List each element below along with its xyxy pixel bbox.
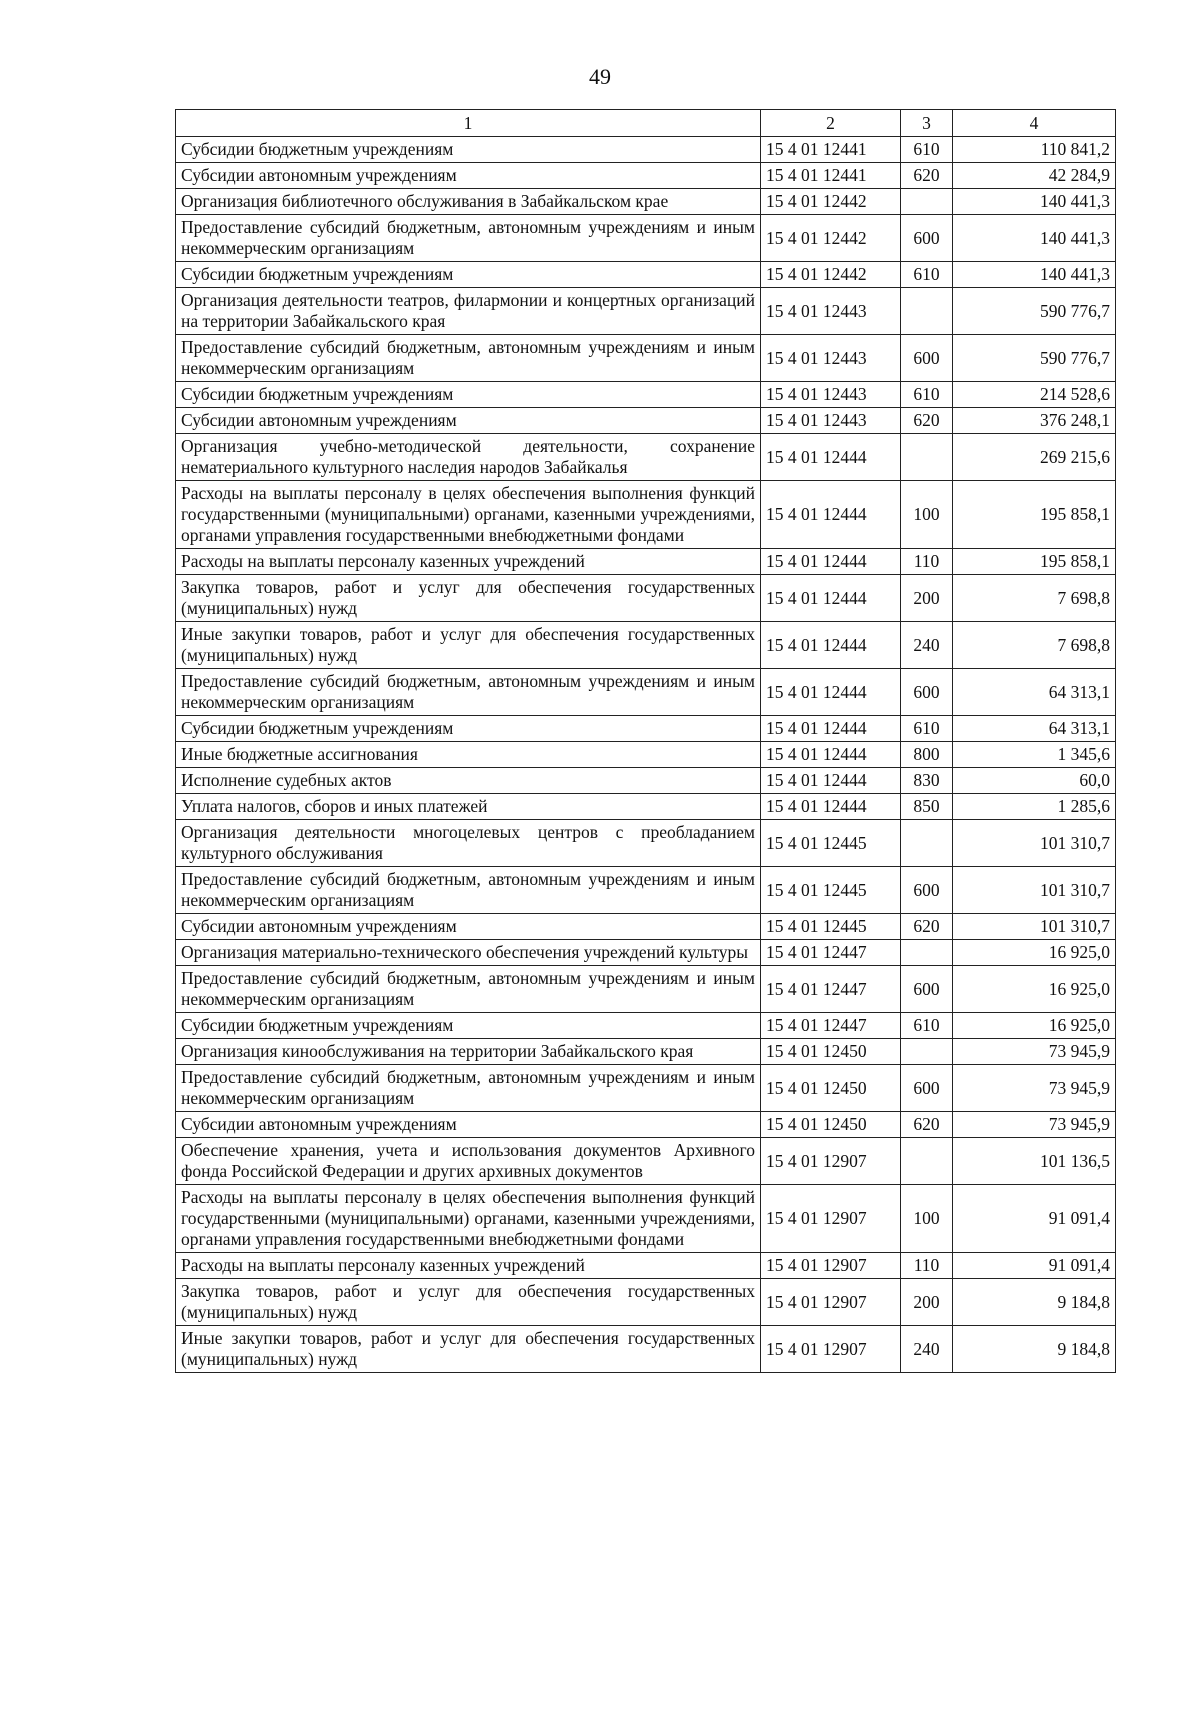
row-name-cell: Субсидии бюджетным учреждениям — [176, 716, 761, 742]
row-amount-cell: 42 284,9 — [953, 163, 1116, 189]
table-body — [176, 110, 1116, 1373]
row-name-cell: Организация материально-технического обеспечения учреждений культуры — [176, 940, 761, 966]
row-type-cell: 610 — [901, 262, 953, 288]
table-row — [176, 914, 1116, 940]
row-code-cell: 15 4 01 12441 — [761, 163, 901, 189]
row-code-cell: 15 4 01 12445 — [761, 820, 901, 867]
row-name-cell: Организация деятельности театров, филармонии и концертных организаций на территории Забайкальского края — [176, 288, 761, 335]
table-row — [176, 966, 1116, 1013]
table-row — [176, 382, 1116, 408]
row-amount-cell: 214 528,6 — [953, 382, 1116, 408]
row-name-cell: Субсидии бюджетным учреждениям — [176, 137, 761, 163]
row-name-cell: Закупка товаров, работ и услуг для обеспечения государственных (муниципальных) нужд — [176, 575, 761, 622]
row-amount-cell: 590 776,7 — [953, 288, 1116, 335]
row-amount-cell: 140 441,3 — [953, 189, 1116, 215]
header-cell-3: 3 — [901, 110, 953, 137]
row-type-cell: 110 — [901, 549, 953, 575]
row-amount-cell: 101 310,7 — [953, 820, 1116, 867]
row-code-cell: 15 4 01 12444 — [761, 481, 901, 549]
row-type-cell: 600 — [901, 215, 953, 262]
table-row — [176, 940, 1116, 966]
row-name-cell: Субсидии бюджетным учреждениям — [176, 262, 761, 288]
row-code-cell: 15 4 01 12907 — [761, 1185, 901, 1253]
row-type-cell: 600 — [901, 966, 953, 1013]
header-cell-4: 4 — [953, 110, 1116, 137]
row-code-cell: 15 4 01 12444 — [761, 716, 901, 742]
table-row — [176, 1112, 1116, 1138]
budget-table — [175, 109, 1116, 1373]
row-type-cell: 600 — [901, 1065, 953, 1112]
row-type-cell — [901, 940, 953, 966]
row-code-cell: 15 4 01 12907 — [761, 1279, 901, 1326]
row-name-cell: Субсидии автономным учреждениям — [176, 914, 761, 940]
table-row — [176, 716, 1116, 742]
row-code-cell: 15 4 01 12443 — [761, 288, 901, 335]
header-cell-1: 1 — [176, 110, 761, 137]
row-code-cell: 15 4 01 12444 — [761, 622, 901, 669]
table-row — [176, 549, 1116, 575]
row-code-cell: 15 4 01 12907 — [761, 1138, 901, 1185]
table-row — [176, 163, 1116, 189]
row-name-cell: Иные закупки товаров, работ и услуг для обеспечения государственных (муниципальных) нужд — [176, 1326, 761, 1373]
table-row — [176, 408, 1116, 434]
row-amount-cell: 101 310,7 — [953, 914, 1116, 940]
row-amount-cell: 269 215,6 — [953, 434, 1116, 481]
row-name-cell: Предоставление субсидий бюджетным, автономным учреждениям и иным некоммерческим организациям — [176, 215, 761, 262]
page-number: 49 — [589, 64, 611, 89]
row-type-cell: 620 — [901, 1112, 953, 1138]
row-code-cell: 15 4 01 12443 — [761, 408, 901, 434]
row-code-cell: 15 4 01 12447 — [761, 1013, 901, 1039]
row-amount-cell: 101 136,5 — [953, 1138, 1116, 1185]
row-amount-cell: 91 091,4 — [953, 1253, 1116, 1279]
table-row — [176, 867, 1116, 914]
table-row — [176, 1039, 1116, 1065]
row-name-cell: Организация библиотечного обслуживания в Забайкальском крае — [176, 189, 761, 215]
row-amount-cell: 16 925,0 — [953, 966, 1116, 1013]
row-type-cell: 100 — [901, 481, 953, 549]
table-row — [176, 189, 1116, 215]
row-code-cell: 15 4 01 12444 — [761, 768, 901, 794]
row-code-cell: 15 4 01 12443 — [761, 382, 901, 408]
row-name-cell: Организация деятельности многоцелевых центров с преобладанием культурного обслуживания — [176, 820, 761, 867]
row-type-cell: 200 — [901, 1279, 953, 1326]
table-row — [176, 1185, 1116, 1253]
row-amount-cell: 73 945,9 — [953, 1065, 1116, 1112]
row-type-cell — [901, 1039, 953, 1065]
row-amount-cell: 73 945,9 — [953, 1112, 1116, 1138]
row-code-cell: 15 4 01 12907 — [761, 1326, 901, 1373]
table-row — [176, 794, 1116, 820]
table-row — [176, 669, 1116, 716]
row-name-cell: Предоставление субсидий бюджетным, автономным учреждениям и иным некоммерческим организациям — [176, 1065, 761, 1112]
row-amount-cell: 1 345,6 — [953, 742, 1116, 768]
row-type-cell: 240 — [901, 1326, 953, 1373]
row-type-cell: 610 — [901, 716, 953, 742]
row-amount-cell: 140 441,3 — [953, 215, 1116, 262]
table-row — [176, 820, 1116, 867]
row-code-cell: 15 4 01 12444 — [761, 794, 901, 820]
row-name-cell: Иные бюджетные ассигнования — [176, 742, 761, 768]
row-amount-cell: 590 776,7 — [953, 335, 1116, 382]
row-name-cell: Расходы на выплаты персоналу казенных учреждений — [176, 549, 761, 575]
table-row — [176, 575, 1116, 622]
row-code-cell: 15 4 01 12450 — [761, 1112, 901, 1138]
row-code-cell: 15 4 01 12444 — [761, 669, 901, 716]
row-amount-cell: 64 313,1 — [953, 716, 1116, 742]
row-amount-cell: 101 310,7 — [953, 867, 1116, 914]
row-code-cell: 15 4 01 12441 — [761, 137, 901, 163]
row-code-cell: 15 4 01 12442 — [761, 262, 901, 288]
row-type-cell — [901, 1138, 953, 1185]
row-amount-cell: 9 184,8 — [953, 1279, 1116, 1326]
row-type-cell: 240 — [901, 622, 953, 669]
row-code-cell: 15 4 01 12444 — [761, 575, 901, 622]
row-type-cell: 800 — [901, 742, 953, 768]
row-code-cell: 15 4 01 12442 — [761, 189, 901, 215]
row-type-cell: 830 — [901, 768, 953, 794]
row-amount-cell: 7 698,8 — [953, 575, 1116, 622]
table-row — [176, 1326, 1116, 1373]
row-name-cell: Субсидии автономным учреждениям — [176, 408, 761, 434]
row-amount-cell: 91 091,4 — [953, 1185, 1116, 1253]
row-code-cell: 15 4 01 12907 — [761, 1253, 901, 1279]
row-amount-cell: 16 925,0 — [953, 940, 1116, 966]
row-name-cell: Предоставление субсидий бюджетным, автономным учреждениям и иным некоммерческим организациям — [176, 669, 761, 716]
row-amount-cell: 9 184,8 — [953, 1326, 1116, 1373]
row-name-cell: Предоставление субсидий бюджетным, автономным учреждениям и иным некоммерческим организациям — [176, 966, 761, 1013]
table-row — [176, 262, 1116, 288]
table-row — [176, 288, 1116, 335]
row-type-cell: 610 — [901, 1013, 953, 1039]
row-code-cell: 15 4 01 12447 — [761, 966, 901, 1013]
row-code-cell: 15 4 01 12442 — [761, 215, 901, 262]
row-name-cell: Субсидии бюджетным учреждениям — [176, 1013, 761, 1039]
table-row — [176, 1065, 1116, 1112]
row-code-cell: 15 4 01 12450 — [761, 1065, 901, 1112]
row-amount-cell: 195 858,1 — [953, 481, 1116, 549]
table-row — [176, 215, 1116, 262]
row-type-cell: 850 — [901, 794, 953, 820]
row-amount-cell: 16 925,0 — [953, 1013, 1116, 1039]
row-code-cell: 15 4 01 12443 — [761, 335, 901, 382]
row-code-cell: 15 4 01 12450 — [761, 1039, 901, 1065]
table-row — [176, 622, 1116, 669]
row-name-cell: Расходы на выплаты персоналу казенных учреждений — [176, 1253, 761, 1279]
row-amount-cell: 64 313,1 — [953, 669, 1116, 716]
table-row — [176, 1253, 1116, 1279]
row-type-cell: 600 — [901, 867, 953, 914]
row-code-cell: 15 4 01 12444 — [761, 434, 901, 481]
row-amount-cell: 60,0 — [953, 768, 1116, 794]
row-type-cell — [901, 189, 953, 215]
row-name-cell: Предоставление субсидий бюджетным, автономным учреждениям и иным некоммерческим организациям — [176, 335, 761, 382]
row-name-cell: Закупка товаров, работ и услуг для обеспечения государственных (муниципальных) нужд — [176, 1279, 761, 1326]
table-row — [176, 137, 1116, 163]
row-name-cell: Субсидии автономным учреждениям — [176, 163, 761, 189]
row-type-cell: 620 — [901, 914, 953, 940]
row-type-cell — [901, 434, 953, 481]
row-type-cell: 620 — [901, 163, 953, 189]
row-type-cell: 200 — [901, 575, 953, 622]
row-amount-cell: 7 698,8 — [953, 622, 1116, 669]
row-amount-cell: 140 441,3 — [953, 262, 1116, 288]
row-type-cell: 110 — [901, 1253, 953, 1279]
row-type-cell: 100 — [901, 1185, 953, 1253]
row-type-cell: 620 — [901, 408, 953, 434]
table-row — [176, 335, 1116, 382]
row-code-cell: 15 4 01 12445 — [761, 867, 901, 914]
table-row — [176, 1279, 1116, 1326]
table-row — [176, 768, 1116, 794]
row-type-cell — [901, 820, 953, 867]
row-name-cell: Иные закупки товаров, работ и услуг для обеспечения государственных (муниципальных) нужд — [176, 622, 761, 669]
table-row — [176, 742, 1116, 768]
row-name-cell: Расходы на выплаты персоналу в целях обеспечения выполнения функций государственными (муниципальными) органами, казенными учреждениями, органами управления государственными внебюджетными фондами — [176, 481, 761, 549]
row-amount-cell: 1 285,6 — [953, 794, 1116, 820]
row-amount-cell: 195 858,1 — [953, 549, 1116, 575]
table-row — [176, 1013, 1116, 1039]
row-code-cell: 15 4 01 12445 — [761, 914, 901, 940]
row-name-cell: Обеспечение хранения, учета и использования документов Архивного фонда Российской Федерации и других архивных документов — [176, 1138, 761, 1185]
table-row — [176, 434, 1116, 481]
row-name-cell: Организация учебно-методической деятельности, сохранение нематериального культурного наследия народов Забайкалья — [176, 434, 761, 481]
row-name-cell: Уплата налогов, сборов и иных платежей — [176, 794, 761, 820]
table-header-row — [176, 110, 1116, 137]
row-amount-cell: 73 945,9 — [953, 1039, 1116, 1065]
row-type-cell: 610 — [901, 137, 953, 163]
row-code-cell: 15 4 01 12444 — [761, 549, 901, 575]
row-name-cell: Предоставление субсидий бюджетным, автономным учреждениям и иным некоммерческим организациям — [176, 867, 761, 914]
table-row — [176, 481, 1116, 549]
row-type-cell: 600 — [901, 335, 953, 382]
row-name-cell: Расходы на выплаты персоналу в целях обеспечения выполнения функций государственными (муниципальными) органами, казенными учреждениями, органами управления государственными внебюджетными фондами — [176, 1185, 761, 1253]
row-name-cell: Субсидии бюджетным учреждениям — [176, 382, 761, 408]
row-amount-cell: 110 841,2 — [953, 137, 1116, 163]
table-row — [176, 1138, 1116, 1185]
row-type-cell: 600 — [901, 669, 953, 716]
row-type-cell — [901, 288, 953, 335]
header-cell-2: 2 — [761, 110, 901, 137]
row-name-cell: Субсидии автономным учреждениям — [176, 1112, 761, 1138]
row-type-cell: 610 — [901, 382, 953, 408]
row-amount-cell: 376 248,1 — [953, 408, 1116, 434]
row-name-cell: Исполнение судебных актов — [176, 768, 761, 794]
row-name-cell: Организация кинообслуживания на территории Забайкальского края — [176, 1039, 761, 1065]
row-code-cell: 15 4 01 12444 — [761, 742, 901, 768]
row-code-cell: 15 4 01 12447 — [761, 940, 901, 966]
